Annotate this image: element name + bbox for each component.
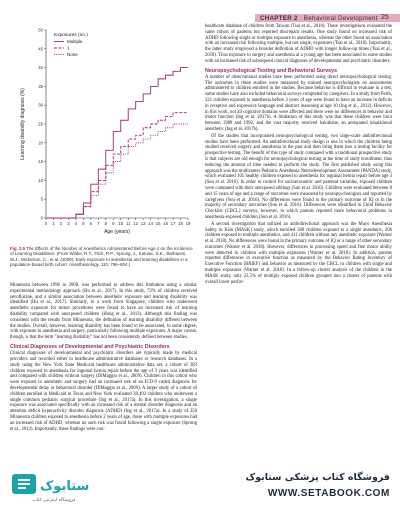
logo-subtitle: فروشگاه اینترنتی کتاب bbox=[32, 498, 76, 503]
x-tick-label: 5 bbox=[82, 221, 85, 226]
x-tick-label: 1 bbox=[52, 221, 55, 226]
y-axis-title: Learning disability diagnosis (%) bbox=[20, 88, 26, 160]
x-tick-label: 19 bbox=[185, 221, 191, 226]
x-tick-label: 17 bbox=[170, 221, 176, 226]
x-tick-label: 2 bbox=[59, 221, 63, 226]
right-paragraph-3: Of the studies that incorporated neuropsychological testing, two large-scale ambidirectional studies have been performed. An ambidirectional study design is one in which the children being studied received surgery and anesthesia in the past and then bring them into a testing facility for prospective testing. The benefit of this type of study compared with a traditional prospective study is that subjects are old enough for neuropsychological testing at the time of study enrollment, thus reducing the amount of time needed to perform the study. The first published study using this approach was the multicenter Pediatric Anesthesia Neurodevelopment Assessment (PANDA) study, which evaluated 105 healthy children exposed to anesthesia for inguinal hernia repair before age 3 (Sun et al. 2016). In order to control for socioeconomic and parental variables, exposed children were compared with their unexposed siblings (Sun et al. 2016). Children were evaluated between 8 and 15 years of age and a range of outcomes were measured by neuropsychologists and reported by caregivers (Sun et al. 2016). No differences were found in the primary outcome of IQ or in the majority of secondary outcomes (Sun et al. 2016). Differences were identified in Child Behavior Checklist (CBCL) surveys, however, in which parents reported more behavioral problems in anesthesia-exposed children (Sun et al. 2016). bbox=[205, 133, 392, 220]
legend-title: Exposures (no.) bbox=[54, 33, 88, 38]
y-tick-label: 25 bbox=[38, 121, 43, 127]
left-paragraph-1: Minnesota between 1996 to 2000, was performed to address this limitation using a similar experimental methodology approach (Hu et al., 2017). In this study, 72% of children received sevoflurane, and a similar association between anesthetic exposure and learning disability was identified (Hu et al., 2017). Similarly, in a work from Singapore, children who underwent anesthetic exposure for minor procedures were found to have an increased risk of learning disability compared with unexposed children (Hung et al., 2013). Although this finding was consistent with the results from Minnesota, the definition of learning disability differed between the studies. Overall, however, learning disability has been found to be associated, to some degree, with exposure to anesthesia and surgery, particularly following multiple exposures. A major caveat, though, is that the term "learning disability" has not been consistently defined between studies. bbox=[10, 283, 197, 341]
y-tick-label: 15 bbox=[38, 159, 43, 165]
x-tick-label: 9 bbox=[112, 221, 115, 226]
x-tick-label: 3 bbox=[67, 221, 70, 226]
y-tick-label: 5 bbox=[40, 196, 43, 202]
x-tick-label: 18 bbox=[178, 221, 183, 226]
x-tick-label: 14 bbox=[148, 221, 154, 226]
x-tick-label: 0 bbox=[44, 221, 48, 226]
x-tick-label: 6 bbox=[89, 221, 93, 226]
y-tick-label: 30 bbox=[38, 102, 43, 108]
x-tick-label: 10 bbox=[118, 221, 124, 226]
chapter-title: Behavioral Development bbox=[303, 15, 378, 22]
x-tick-label: 13 bbox=[140, 221, 146, 226]
section-heading-clinical-diagnoses: Clinical Diagnoses of Developmental and Psychiatric Disorders bbox=[10, 343, 170, 350]
section-heading-neuropsych: Neuropsychological Testing and Behavioral Surveys bbox=[205, 67, 338, 74]
x-tick-label: 7 bbox=[97, 221, 100, 226]
series-line-1 bbox=[46, 113, 188, 218]
store-name: فروشگاه کتاب پزشکی ستابوک bbox=[245, 472, 390, 483]
learning-disability-chart bbox=[12, 22, 194, 244]
y-tick-label: 40 bbox=[38, 65, 43, 71]
y-tick-label: 45 bbox=[38, 46, 43, 52]
y-tick-label: 10 bbox=[38, 177, 43, 183]
caption-label: Fig. 2.5 bbox=[10, 246, 26, 251]
y-tick-label: 50 bbox=[38, 27, 43, 33]
page-number: 25 bbox=[381, 14, 389, 21]
store-url[interactable]: WWW.SETABOOK.COM bbox=[267, 488, 390, 499]
setabook-logo-mark bbox=[10, 470, 96, 498]
x-tick-label: 11 bbox=[125, 221, 131, 226]
legend-entry: None bbox=[67, 52, 78, 57]
chapter-label: CHAPTER 2 bbox=[260, 15, 298, 22]
x-tick-label: 12 bbox=[133, 221, 139, 226]
header-text bbox=[260, 15, 378, 22]
y-tick-label: 20 bbox=[38, 140, 43, 146]
series-line-multiple bbox=[46, 68, 188, 218]
left-column bbox=[10, 283, 197, 433]
x-tick-label: 8 bbox=[104, 221, 107, 226]
right-paragraph-2: A number of observational studies have been performed using direct neuropsychological testing. The outcomes in these studies were measured by trained neuropsychologists on assessments administered to children enrolled in the studies. Because behavior is difficult to evaluate in a test, some studies have also included behavioral surveys completed by caregivers. In a study from Perth, 321 children exposed to anesthesia before 3 years of age were found to have an increase in deficits in receptive and expressive language and abstract reasoning at age 10 (Ing et al., 2012). However, in this work, not all cognitive domains were affected and there were no differences in behavior and motor function (Ing et al. 2017b). A limitation of this study was that these children were born between 1989 and 1992, and the vast majority received halothane, an antiquated inhalational anesthetic (Ing et al. 2017b). bbox=[205, 74, 392, 132]
y-tick-label: 0 bbox=[40, 215, 43, 221]
x-axis-title: Age (years) bbox=[104, 229, 130, 235]
caption-text: The Effects of the Number of Anesthetics Administered Before Age 4 on the Incidence of Learning Disabilities. (From Wilder, R.T., Flick, R.P., Sprung, J., Katusic, S.K., Barbaresi, W.J., Mickelson, C., et al. (2009). Early exposure to anesthesia and learning disabilities in a population-based birth cohort. Anesthesiology, 110, 796–804.) bbox=[10, 246, 193, 267]
x-tick-label: 16 bbox=[163, 221, 168, 226]
logo-text: ستابوک bbox=[40, 479, 90, 494]
y-tick-label: 35 bbox=[38, 83, 43, 89]
figure-chart bbox=[12, 22, 194, 244]
figure-caption bbox=[10, 246, 195, 267]
x-tick-label: 4 bbox=[74, 221, 78, 226]
legend-entry: 1 bbox=[67, 45, 70, 51]
right-column bbox=[205, 24, 392, 286]
legend-entry: Multiple bbox=[67, 39, 83, 44]
x-tick-label: 15 bbox=[155, 221, 161, 226]
right-paragraph-4: A second investigation that utilized an ambidirectional approach was the Mayo Anesthesia Safety in Kids (MASK) study, which enrolled 380 children exposed to a single anesthetic, 206 children exposed to multiple anesthetics, and 411 children without any anesthetic exposure (Warner et al. 2018). No differences were found in the primary outcome of IQ or a range of other secondary outcomes (Warner et al. 2018). However, differences in processing speed and fine motor ability were detected in children with multiple exposures (Warner et al. 2018). In addition, parents reported differences in executive function as measured by the Behavior Rating Inventory of Executive Function (BRIEF) and behavior as measured by the CBCL in children with single and multiple exposures (Warner et al. 2018). In a follow-up cluster analysis of the children in the MASK study, only 23.5% of multiply exposed children grouped into a cluster of patients with overall lower perfor- bbox=[205, 221, 392, 285]
series-line-none bbox=[46, 124, 188, 218]
left-paragraph-2: Clinical diagnoses of developmental and psychiatric disorders are typically made by medical providers and recorded either in healthcare administrative databases or research databases. In a study using the New York State Medicaid healthcare administrative data set, a cohort of 383 children exposed to anesthesia for inguinal hernia repair before the age of 3 years was identified and compared with children without surgery (DiMaggio et al., 2009). Children in this cohort who were exposed to anesthetic and surgery had an increased risk of an ICD-9 coded diagnosis for developmental delay or behavioral disorder (DiMaggio et al., 2009). A larger study of a cohort of children enrolled in Medicaid in Texas and New York evaluated 38,493 children who underwent a single common pediatric surgical procedure (Ing et al., 2017a). In this investigation, a single exposure was associated specifically with an increased risk of a mental disorder diagnosis and an attention deficit hyperactivity disorder diagnosis (ADHD) (Ing et al., 2017a). In a study of 350 Minnesota children exposed to anesthesia before 2 years of age, those with multiple exposures had an increased risk of ADHD, whereas no such risk was found following a single exposure (Sprung et al., 2012). Importantly, these findings were con- bbox=[10, 351, 197, 432]
right-paragraph-1: healthcare database of children from Taiwan (Tsai et al., 2018). These investigations evaluated the same cohort of patients but reported discrepant results. One study found no increased risk of ADHD following single or multiple exposure to anesthesia, whereas the other found an association with an increased risk following multiple, but not single, exposures (Tsai et al., 2018). Importantly, the latter study employed a broader definition of ADHD with longer follow-up times (Tsai et al., 2018). Thus exposure to surgery and anesthesia at a young age has been associated in some studies with an increased risk of subsequent clinical diagnoses of developmental and psychiatric disorders. bbox=[205, 24, 392, 64]
